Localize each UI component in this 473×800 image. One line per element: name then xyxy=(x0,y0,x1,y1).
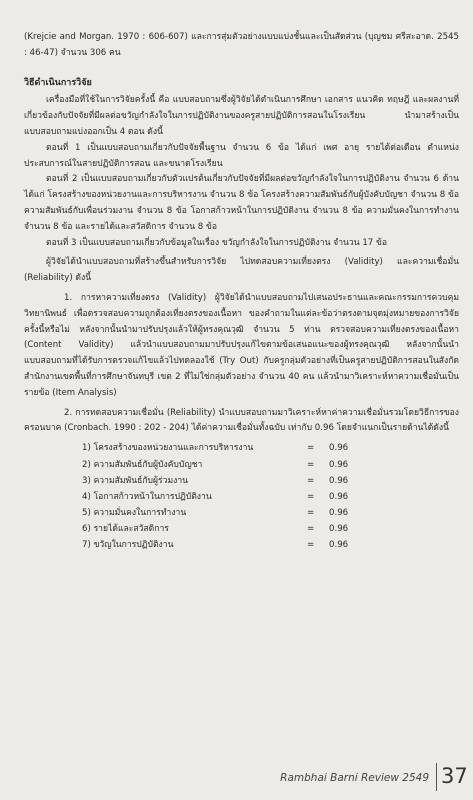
reliability-row xyxy=(82,441,348,457)
body-text xyxy=(24,30,459,554)
reliability-row xyxy=(82,538,348,554)
reliability-value: 0.96 xyxy=(329,459,349,470)
equals-sign: = xyxy=(307,540,315,551)
reliability-value: 0.96 xyxy=(329,491,349,502)
equals-sign: = xyxy=(307,508,315,519)
reliability-item: 2) ความสัมพันธ์กับผู้บังคับบัญชา xyxy=(82,459,203,470)
journal-title: Rambhai Barni Review 2549 xyxy=(280,772,429,784)
reliability-row xyxy=(82,457,348,473)
reliability-item: 7) ขวัญในการปฏิบัติงาน xyxy=(82,540,174,551)
reliability-item: 3) ความสัมพันธ์กับผู้ร่วมงาน xyxy=(82,475,189,486)
paragraph-testing: ผู้วิจัยได้นำแบบสอบถามที่สร้างขึ้นสำหรับการวิจัย ไปทดสอบความเที่ยงตรง (Validity) และความเชื่อมั่น (Reliability) ดังนี้ xyxy=(24,257,459,284)
paragraph-instrument: เครื่องมือที่ใช้ในการวิจัยครั้งนี้ คือ แบบสอบถามซึ่งผู้วิจัยได้ดำเนินการศึกษา เอกสาร แนวคิด ทฤษฎี และผลงานที่เกี่ยวข้องกับปัจจัยที่มีผลต่อขวัญกำลังใจในการปฏิบัติงานของครูสายปฏิบัติการสอนในโรงเรียน นำมาสร้างเป็นแบบสอบถามแบ่งออกเป็น 4 ตอน ดังนี้ xyxy=(24,95,459,137)
equals-sign: = xyxy=(307,524,315,535)
page-footer xyxy=(0,763,473,793)
paragraph-part-3: ตอนที่ 3 เป็นแบบสอบถามเกี่ยวกับข้อมูลในเรื่อง ขวัญกำลังใจในการปฏิบัติงาน จำนวน 17 ข้อ xyxy=(46,237,388,248)
reliability-item: 4) โอกาสก้าวหน้าในการปฏิบัติงาน xyxy=(82,491,212,502)
reliability-table xyxy=(82,441,348,554)
reliability-value: 0.96 xyxy=(329,508,349,519)
paragraph-part-2: ตอนที่ 2 เป็นแบบสอบถามเกี่ยวกับตัวแปรต้นเกี่ยวกับปัจจัยที่มีผลต่อขวัญกำลังใจในการปฏิบัติงาน จำนวน 6 ด้าน ได้แก่ โครงสร้างของหน่วยงานและการบริหารงาน จำนวน 8 ข้อ โครงสร้างความสัมพันธ์กับผู้บังคับบัญชา จำนวน 8 ข้อ ความสัมพันธ์กับเพื่อนร่วมงาน จำนวน 8 ข้อ โอกาสก้าวหน้าในการปฏิบัติงาน จำนวน 8 ข้อ ความมั่นคงในการทำงาน จำนวน 8 ข้อ และรายได้และสวัสดิการ จำนวน 8 ข้อ xyxy=(24,174,459,232)
footer-divider xyxy=(436,763,437,791)
reliability-value: 0.96 xyxy=(329,524,349,535)
reliability-row xyxy=(82,522,348,538)
page-number: 37 xyxy=(441,764,468,788)
reliability-value: 0.96 xyxy=(329,475,349,486)
reliability-row xyxy=(82,506,348,522)
equals-sign: = xyxy=(307,475,315,486)
section-heading: วิธีดำเนินการวิจัย xyxy=(24,77,92,88)
equals-sign: = xyxy=(307,459,315,470)
paragraph-validity: 1. การหาความเที่ยงตรง (Validity) ผู้วิจัยได้นำแบบสอบถามไปเสนอประธานและคณะกรรมการควบคุมวิทยานิพนธ์ เพื่อตรวจสอบความถูกต้องเที่ยงตรงของเนื้อหา ของคำถามในแต่ละข้อว่าตรงตามจุดมุ่งหมายของการวิจัยครั้งนี้หรือไม่ หลังจากนั้นนำมาปรับปรุงแล้วให้ผู้ทรงคุณวุฒิ จำนวน 5 ท่าน ตรวจสอบความเที่ยงตรงของเนื้อหา (Content Validity) แล้วนำแบบสอบถามมาปรับปรุงแก้ไขตามข้อเสนอแนะของผู้ทรงคุณวุฒิ หลังจากนั้นนำแบบสอบถามที่ได้รับการตรวจแก้ไขแล้วไปทดลองใช้ (Try Out) กับครูกลุ่มตัวอย่างที่เป็นครูสายปฏิบัติการสอนในสังกัดสำนักงานเขตพื้นที่การศึกษาจันทบุรี เขต 2 ที่ไม่ใช่กลุ่มตัวอย่าง จำนวน 40 คน แล้วนำมาวิเคราะห์หาความเชื่อมั่นเป็นรายข้อ (Item Analysis) xyxy=(24,292,459,398)
reliability-item: 5) ความมั่นคงในการทำงาน xyxy=(82,508,187,519)
reliability-item: 1) โครงสร้างของหน่วยงานและการบริหารงาน xyxy=(82,443,254,454)
reliability-item: 6) รายได้และสวัสดิการ xyxy=(82,524,169,535)
reliability-value: 0.96 xyxy=(329,540,349,551)
equals-sign: = xyxy=(307,443,315,454)
intro-paragraph: (Krejcie and Morgan. 1970 : 606-607) และการสุ่มตัวอย่างแบบแบ่งชั้นและเป็นสัดส่วน (บุญชม ศรีสะอาด. 2545 : 46-47) จำนวน 306 คน xyxy=(24,32,459,58)
paragraph-part-1: ตอนที่ 1 เป็นแบบสอบถามเกี่ยวกับปัจจัยพื้นฐาน จำนวน 6 ข้อ ได้แก่ เพศ อายุ รายได้ต่อเดือน ตำแหน่ง ประสบการณ์ในสายปฏิบัติการสอน และขนาดโรงเรียน xyxy=(24,142,459,169)
reliability-row xyxy=(82,490,348,506)
paragraph-reliability: 2. การทดสอบความเชื่อมั่น (Reliability) นำแบบสอบถามมาวิเคราะห์หาค่าความเชื่อมั่นรวมโดยวิธีการของครอนบาค (Cronbach. 1990 : 202 - 204) ได้ค่าความเชื่อมั่นทั้งฉบับ เท่ากับ 0.96 โดยจำแนกเป็นรายด้านได้ดังนี้ xyxy=(24,407,459,434)
reliability-row xyxy=(82,474,348,490)
equals-sign: = xyxy=(307,491,315,502)
reliability-value: 0.96 xyxy=(329,443,349,454)
